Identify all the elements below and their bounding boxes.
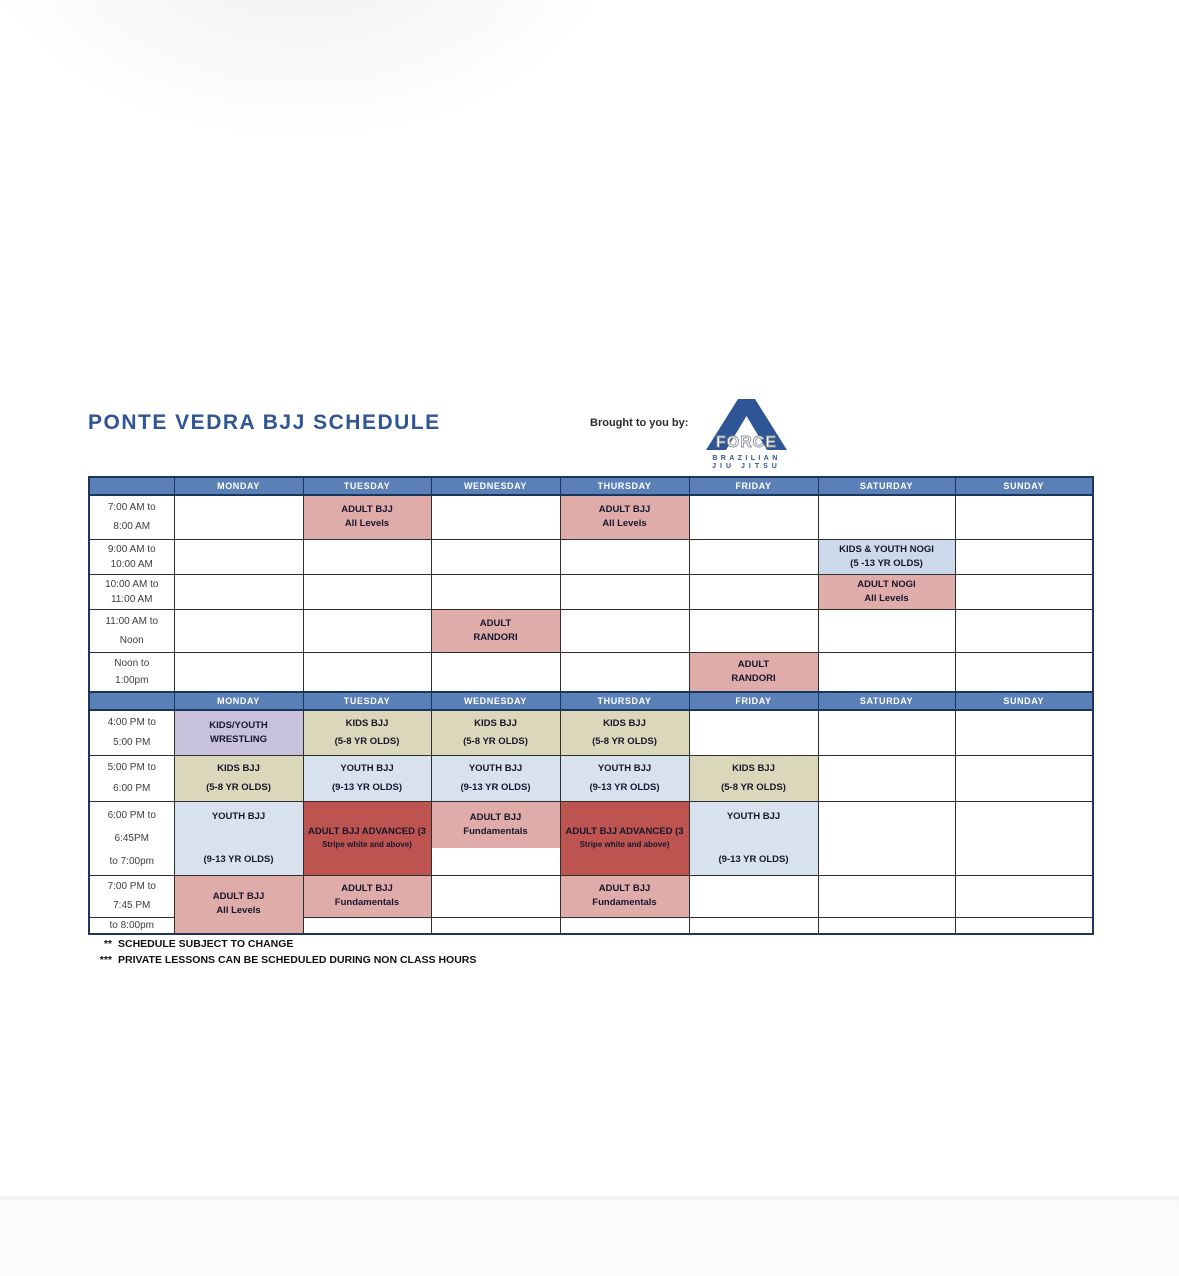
schedule-row — [89, 574, 1093, 609]
time-line: 11:00 AM — [110, 593, 153, 605]
day-header-thursday: THURSDAY — [560, 692, 689, 710]
class-subtitle: All Levels — [344, 518, 390, 530]
schedule-cell — [431, 917, 560, 934]
schedule-cell — [689, 495, 818, 539]
schedule-cell — [303, 609, 431, 652]
schedule-cell — [818, 917, 955, 934]
footnotes — [88, 936, 728, 968]
schedule-cell — [818, 755, 955, 801]
schedule-cell — [955, 755, 1093, 801]
schedule-cell — [303, 875, 431, 917]
class-subtitle: Fundamentals — [463, 825, 528, 837]
class-title: ADULT BJJ — [212, 891, 265, 903]
class-title: ADULT BJJ ADVANCED (3 — [565, 826, 684, 838]
day-header-row-afternoon — [89, 692, 1093, 710]
schedule-cell — [955, 574, 1093, 609]
class-subtitle: (9-13 YR OLDS) — [589, 781, 660, 793]
class-title: YOUTH BJJ — [726, 810, 781, 822]
schedule-row — [89, 495, 1093, 539]
schedule-row — [89, 875, 1093, 917]
class-subtitle: Fundamentals — [592, 897, 657, 908]
class-title: ADULT BJJ — [598, 883, 651, 895]
time-line: to 8:00pm — [109, 919, 154, 931]
schedule-cell — [818, 875, 955, 917]
class-subtitle: RANDORI — [731, 672, 776, 684]
time-slot-label — [89, 917, 174, 934]
schedule-cell — [303, 652, 431, 692]
page-top-shadow — [0, 0, 1179, 280]
schedule-cell — [818, 652, 955, 692]
schedule-cell — [955, 652, 1093, 692]
class-title: ADULT — [479, 617, 512, 629]
schedule-row — [89, 652, 1093, 692]
schedule-row — [89, 755, 1093, 801]
day-header-tuesday: TUESDAY — [303, 692, 431, 710]
schedule-cell — [955, 917, 1093, 934]
schedule-cell — [689, 801, 818, 875]
time-line: Noon to — [114, 657, 150, 669]
schedule-cell — [689, 652, 818, 692]
class-subtitle: All Levels — [216, 905, 261, 917]
schedule-cell — [174, 652, 303, 692]
logo-jiujitsu-text: JIU JITSU — [712, 463, 781, 470]
schedule-cell — [431, 801, 560, 875]
page-title: PONTE VEDRA BJJ SCHEDULE — [88, 411, 441, 434]
time-slot-label — [89, 875, 174, 917]
class-subtitle: All Levels — [602, 518, 647, 530]
time-line: 6:00 PM — [113, 782, 151, 794]
time-slot-label — [89, 652, 174, 692]
time-line: to 7:00pm — [109, 855, 154, 867]
schedule-cell — [818, 801, 955, 875]
schedule-cell — [560, 917, 689, 934]
class-subtitle: (5-8 YR OLDS) — [721, 781, 786, 793]
schedule-cell — [818, 495, 955, 539]
class-subtitle: (9-13 YR OLDS) — [203, 853, 274, 865]
logo-brazilian-text: BRAZILIAN — [712, 455, 781, 462]
time-line: 10:00 AM — [110, 558, 153, 570]
day-header-monday: MONDAY — [174, 477, 303, 495]
day-header-friday: FRIDAY — [689, 692, 818, 710]
class-subtitle: Fundamentals — [334, 897, 400, 908]
schedule-cell — [560, 609, 689, 652]
schedule-cell — [955, 609, 1093, 652]
time-slot-label — [89, 801, 174, 875]
schedule-cell — [303, 801, 431, 875]
schedule-cell — [560, 574, 689, 609]
schedule-cell — [818, 609, 955, 652]
class-subtitle: All Levels — [864, 592, 909, 604]
time-slot-label — [89, 539, 174, 574]
time-line: 6:00 PM to — [107, 809, 156, 821]
schedule-cell — [431, 539, 560, 574]
class-subtitle: WRESTLING — [210, 733, 267, 745]
schedule-cell — [955, 710, 1093, 755]
schedule-cell — [689, 755, 818, 801]
class-subtitle: (5-8 YR OLDS) — [206, 781, 271, 793]
logo-force-text: FORCE — [716, 434, 777, 451]
schedule-cell — [303, 755, 431, 801]
footnote-stars: ** — [103, 938, 112, 950]
class-title: KIDS BJJ — [603, 718, 646, 729]
day-header-saturday: SATURDAY — [818, 692, 955, 710]
schedule-cell — [431, 875, 560, 917]
footnote-text: SCHEDULE SUBJECT TO CHANGE — [118, 938, 294, 950]
schedule-cell — [431, 755, 560, 801]
time-line: 5:00 PM — [113, 737, 151, 749]
time-slot-label — [89, 574, 174, 609]
day-header-row-morning — [89, 477, 1093, 495]
schedule-cell — [689, 574, 818, 609]
time-slot-label — [89, 609, 174, 652]
class-title: ADULT BJJ — [469, 811, 522, 823]
day-header-wednesday: WEDNESDAY — [431, 477, 560, 495]
day-header-sunday: SUNDAY — [955, 692, 1093, 710]
class-title: YOUTH BJJ — [597, 762, 652, 774]
class-title: YOUTH BJJ — [340, 762, 394, 774]
class-title: ADULT BJJ ADVANCED (3 — [307, 826, 427, 838]
class-subtitle: (5-8 YR OLDS) — [334, 735, 400, 747]
schedule-cell — [431, 495, 560, 539]
schedule-cell — [174, 495, 303, 539]
schedule-row — [89, 539, 1093, 574]
class-subtitle: (5-8 YR OLDS) — [463, 735, 528, 747]
day-header-sunday: SUNDAY — [955, 477, 1093, 495]
time-line: 9:00 AM to — [107, 543, 156, 555]
time-line: Noon — [119, 634, 144, 646]
day-header-tuesday: TUESDAY — [303, 477, 431, 495]
day-header-thursday: THURSDAY — [560, 477, 689, 495]
schedule-cell — [560, 652, 689, 692]
schedule-cell — [560, 539, 689, 574]
schedule-cell — [560, 875, 689, 917]
schedule-row — [89, 801, 1093, 875]
schedule-cell — [303, 917, 431, 934]
day-header-wednesday: WEDNESDAY — [431, 692, 560, 710]
class-title: YOUTH BJJ — [211, 810, 266, 822]
schedule-cell — [174, 801, 303, 875]
day-header-saturday: SATURDAY — [818, 477, 955, 495]
time-line: 7:45 PM — [113, 899, 151, 911]
class-title: ADULT — [737, 658, 770, 670]
schedule-cell — [955, 801, 1093, 875]
schedule-cell — [818, 574, 955, 609]
time-line: 1:00pm — [115, 674, 149, 686]
class-subtitle: Stripe white and above) — [322, 839, 412, 849]
schedule-cell — [689, 917, 818, 934]
time-line: 4:00 PM to — [107, 717, 156, 729]
time-column-header — [89, 692, 174, 710]
time-line: 5:00 PM to — [107, 762, 156, 774]
page-gap — [0, 1196, 1179, 1276]
schedule-cell — [689, 609, 818, 652]
class-subtitle: (9-13 YR OLDS) — [460, 781, 531, 793]
time-line: 10:00 AM to — [105, 578, 159, 590]
schedule-cell — [174, 875, 303, 934]
schedule-cell — [174, 609, 303, 652]
class-title: KIDS BJJ — [474, 718, 517, 729]
schedule-cell — [431, 710, 560, 755]
schedule-cell — [431, 652, 560, 692]
day-header-friday: FRIDAY — [689, 477, 818, 495]
class-title: YOUTH BJJ — [468, 762, 523, 774]
schedule-cell — [955, 495, 1093, 539]
class-subtitle: Stripe white and above) — [579, 839, 670, 849]
schedule-cell — [174, 755, 303, 801]
class-subtitle: (5-8 YR OLDS) — [592, 735, 657, 747]
class-title: ADULT BJJ — [598, 504, 651, 516]
schedule-cell — [818, 539, 955, 574]
schedule-table-wrap — [88, 476, 1092, 935]
time-slot-label — [89, 495, 174, 539]
class-title: KIDS BJJ — [345, 718, 389, 729]
brought-by-label: Brought to you by: — [590, 417, 689, 429]
time-line: 6:45PM — [114, 832, 149, 844]
schedule-cell — [174, 539, 303, 574]
schedule-cell — [689, 875, 818, 917]
force-bjj-logo — [698, 397, 795, 470]
class-title: ADULT BJJ — [341, 504, 393, 516]
footnote-text: PRIVATE LESSONS CAN BE SCHEDULED DURING NON CLASS HOURS — [118, 954, 477, 966]
schedule-cell — [303, 495, 431, 539]
time-line: 7:00 PM to — [107, 881, 156, 893]
schedule-cell — [303, 710, 431, 755]
schedule-row — [89, 710, 1093, 755]
schedule-cell — [303, 574, 431, 609]
schedule-cell — [431, 574, 560, 609]
time-slot-label — [89, 710, 174, 755]
force-a-icon — [698, 397, 795, 470]
class-title: KIDS BJJ — [217, 762, 260, 774]
schedule-cell — [174, 710, 303, 755]
class-subtitle: (5 -13 YR OLDS) — [850, 557, 923, 569]
schedule-row — [89, 609, 1093, 652]
schedule-cell — [174, 574, 303, 609]
footnote-private-lessons — [88, 952, 728, 968]
class-subtitle: (9-13 YR OLDS) — [331, 781, 403, 793]
schedule-cell — [303, 539, 431, 574]
class-title: KIDS/YOUTH — [209, 719, 268, 731]
class-title: ADULT BJJ — [341, 883, 393, 895]
schedule-table — [88, 476, 1094, 935]
time-column-header — [89, 477, 174, 495]
class-title: KIDS BJJ — [732, 762, 775, 774]
class-subtitle: (9-13 YR OLDS) — [718, 853, 789, 865]
time-slot-label — [89, 755, 174, 801]
time-line: 7:00 AM to — [107, 502, 156, 514]
schedule-cell — [560, 755, 689, 801]
schedule-cell — [689, 710, 818, 755]
day-header-monday: MONDAY — [174, 692, 303, 710]
schedule-cell — [560, 710, 689, 755]
time-line: 8:00 AM — [113, 521, 151, 533]
schedule-cell — [955, 539, 1093, 574]
time-line: 11:00 AM to — [105, 615, 159, 627]
schedule-cell — [689, 539, 818, 574]
schedule-cell — [955, 875, 1093, 917]
schedule-cell — [560, 801, 689, 875]
class-title: KIDS & YOUTH NOGI — [839, 543, 934, 555]
footnote-stars: *** — [99, 954, 112, 966]
footnote-schedule-change — [88, 936, 728, 952]
schedule-cell — [431, 609, 560, 652]
class-subtitle: RANDORI — [473, 631, 518, 643]
schedule-cell — [818, 710, 955, 755]
schedule-cell — [560, 495, 689, 539]
class-title: ADULT NOGI — [857, 578, 916, 590]
